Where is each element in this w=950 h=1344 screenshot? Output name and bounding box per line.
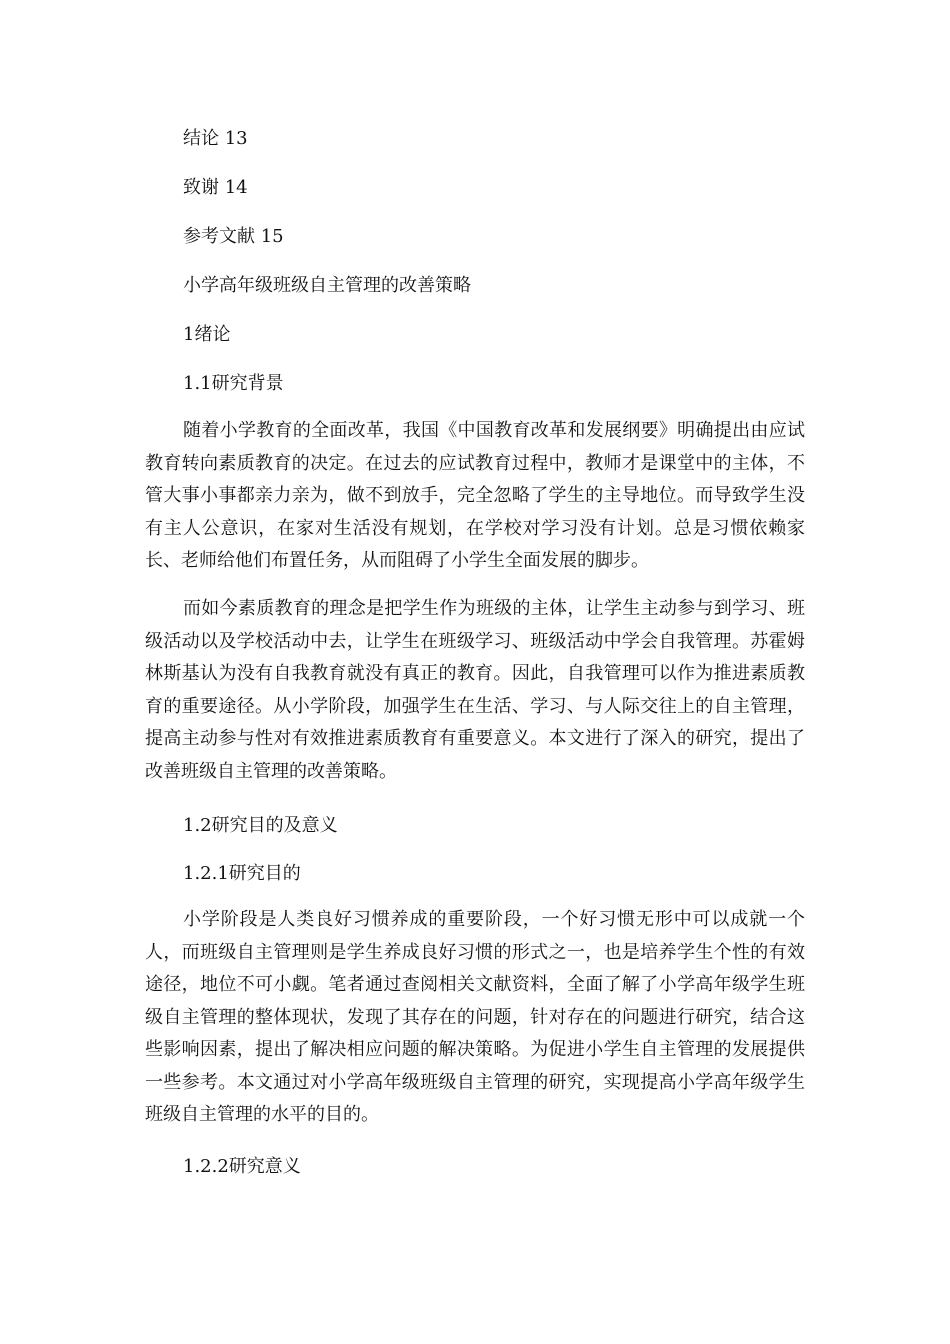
toc-item-acknowledgements: 致谢 14: [183, 177, 248, 198]
paragraph-background-1: 随着小学教育的全面改革，我国《中国教育改革和发展纲要》明确提出由应试教育转向素质教育的决定。在过去的应试教育过程中，教师才是课堂中的主体，不管大事小事都亲力亲为，做不到放手，完全忽略了学生的主导地位。而导致学生没有主人公意识，在家对生活没有规划，在学校对学习没有计划。总是习惯依赖家长、老师给他们布置任务，从而阻碍了小学生全面发展的脚步。: [145, 420, 805, 571]
paragraph-research-purpose: 小学阶段是人类良好习惯养成的重要阶段，一个好习惯无形中可以成就一个人，而班级自主管理则是学生养成良好习惯的形式之一，也是培养学生个性的有效途径，地位不可小觑。笔者通过查阅相关文献资料，全面了解了小学高年级学生班级自主管理的整体现状，发现了其存在的问题，针对存在的问题进行研究，结合这些影响因素，提出了解决相应问题的解决策略。为促进小学生自主管理的发展提供一些参考。本文通过对小学高年级班级自主管理的研究，实现提高小学高年级学生班级自主管理的水平的目的。: [145, 909, 805, 1125]
heading-introduction: 1绪论: [183, 324, 231, 345]
heading-purpose-significance: 1.2研究目的及意义: [183, 815, 338, 836]
heading-research-purpose: 1.2.1研究目的: [183, 863, 301, 884]
heading-research-significance: 1.2.2研究意义: [183, 1156, 301, 1177]
heading-research-background: 1.1研究背景: [183, 373, 284, 394]
toc-item-conclusion: 结论 13: [183, 128, 248, 149]
toc-item-references: 参考文献 15: [183, 226, 284, 247]
paragraph-background-2: 而如今素质教育的理念是把学生作为班级的主体，让学生主动参与到学习、班级活动以及学校活动中去，让学生在班级学习、班级活动中学会自我管理。苏霍姆林斯基认为没有自我教育就没有真正的教育。因此，自我管理可以作为推进素质教育的重要途径。从小学阶段，加强学生在生活、学习、与人际交往上的自主管理，提高主动参与性对有效推进素质教育有重要意义。本文进行了深入的研究，提出了改善班级自主管理的改善策略。: [145, 598, 805, 782]
document-title: 小学高年级班级自主管理的改善策略: [183, 275, 471, 296]
